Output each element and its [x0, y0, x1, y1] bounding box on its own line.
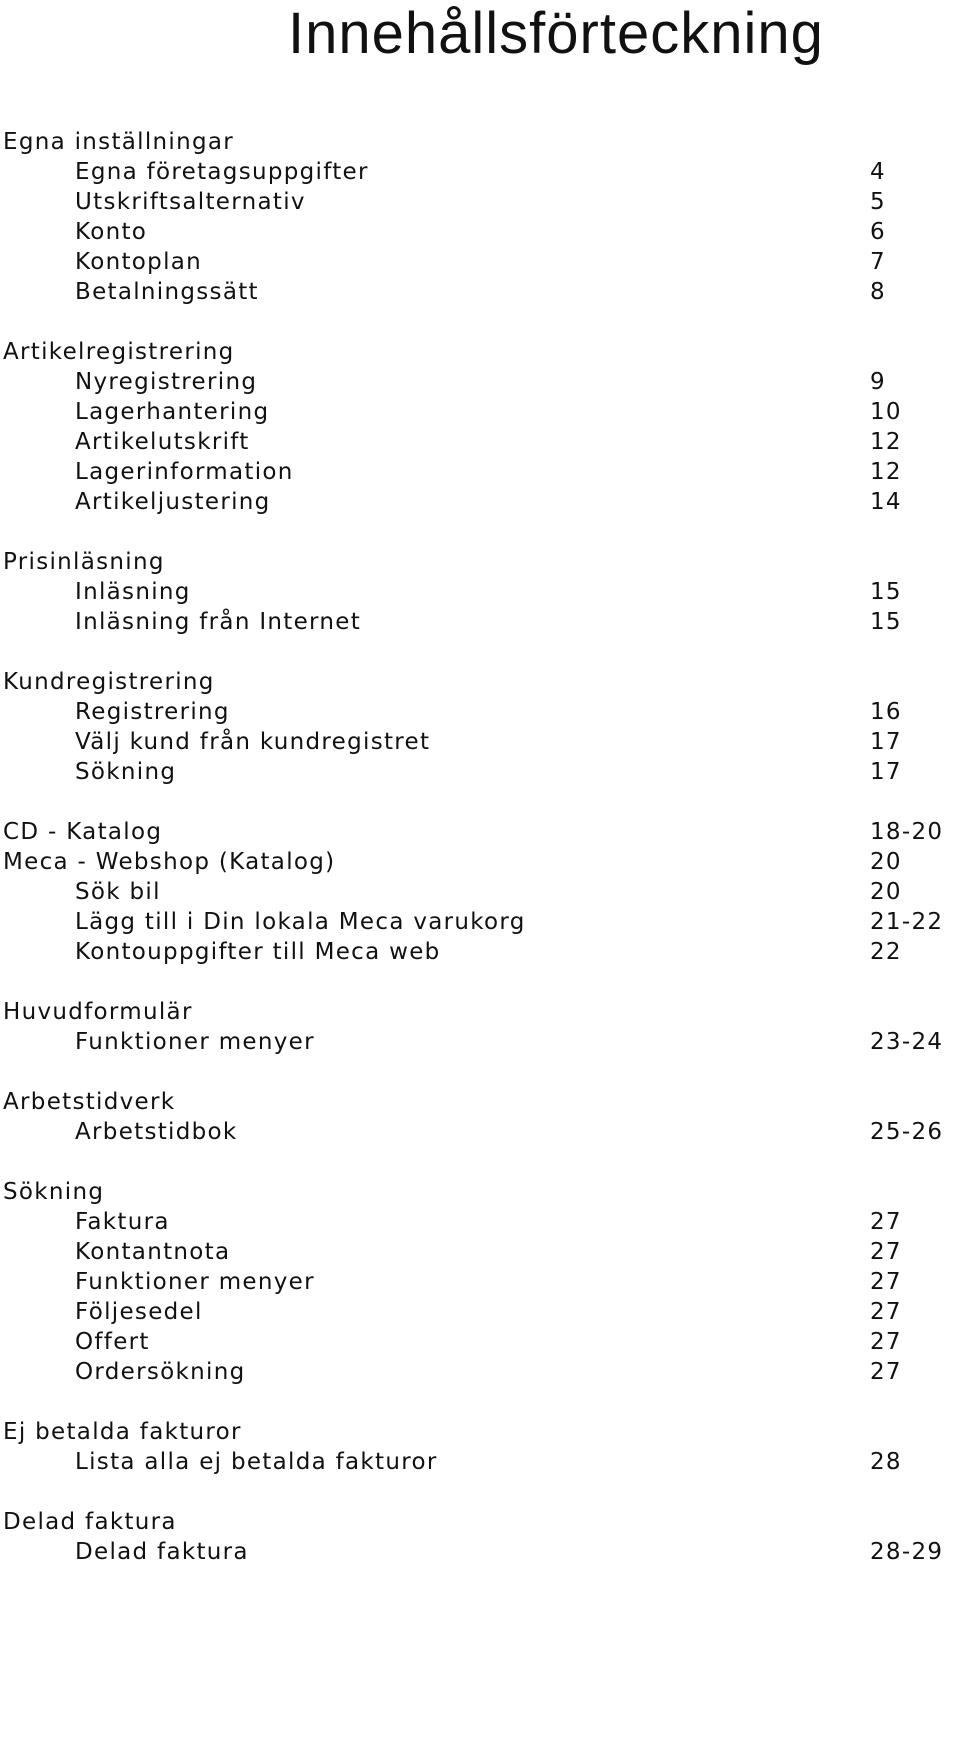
toc-entry-label: Kundregistrering: [3, 669, 215, 695]
toc-page-number: 20: [870, 879, 902, 905]
toc-page-number: 27: [870, 1329, 902, 1355]
toc-page-number: 27: [870, 1239, 902, 1265]
toc-page-number: 20: [870, 849, 902, 875]
toc-item: [3, 1445, 953, 1479]
toc-page-number: 15: [870, 579, 902, 605]
toc-page-number: 12: [870, 459, 902, 485]
toc-entry-label: Offert: [75, 1329, 150, 1355]
toc-entry-label: Lagerhantering: [75, 399, 270, 425]
toc-item: [3, 725, 953, 759]
toc-item: [3, 365, 953, 399]
toc-item: [3, 185, 953, 219]
toc-entry-label: Följesedel: [75, 1299, 203, 1325]
toc-entry-label: Funktioner menyer: [75, 1029, 315, 1055]
toc-page-number: 15: [870, 609, 902, 635]
toc-entry-label: Lägg till i Din lokala Meca varukorg: [75, 909, 526, 935]
toc-page-number: 6: [870, 219, 886, 245]
toc-entry-label: Lista alla ej betalda fakturor: [75, 1449, 438, 1475]
toc-page-number: 18-20: [870, 819, 944, 845]
toc-section: [3, 1415, 953, 1449]
toc-entry-label: Konto: [75, 219, 148, 245]
toc-section: [3, 1175, 953, 1209]
toc-entry-label: Inläsning från Internet: [75, 609, 362, 635]
toc-entry-label: Betalningssätt: [75, 279, 259, 305]
toc-page-number: 27: [870, 1299, 902, 1325]
toc-page-number: 16: [870, 699, 902, 725]
toc-entry-label: Delad faktura: [3, 1509, 177, 1535]
toc-entry-label: Nyregistrering: [75, 369, 258, 395]
toc-entry-label: Egna företagsuppgifter: [75, 159, 369, 185]
toc-page-number: 27: [870, 1209, 902, 1235]
toc-item: [3, 1265, 953, 1299]
toc-page-number: 22: [870, 939, 902, 965]
toc-item: [3, 875, 953, 909]
toc-section: [3, 1505, 953, 1539]
toc-item: [3, 245, 953, 279]
page-title: Innehållsförteckning: [288, 1, 824, 66]
toc-item: [3, 1025, 953, 1059]
toc-page-number: 5: [870, 189, 886, 215]
toc-section: [3, 1085, 953, 1119]
toc-item: [3, 215, 953, 249]
toc-entry-label: Prisinläsning: [3, 549, 165, 575]
toc-page-number: 7: [870, 249, 886, 275]
toc-section: [3, 125, 953, 159]
toc-page-number: 21-22: [870, 909, 944, 935]
toc-entry-label: Kontouppgifter till Meca web: [75, 939, 441, 965]
toc-entry-label: Funktioner menyer: [75, 1269, 315, 1295]
toc-page-number: 23-24: [870, 1029, 944, 1055]
toc-item: [3, 1205, 953, 1239]
toc-page-number: 17: [870, 759, 902, 785]
toc-page-number: 27: [870, 1359, 902, 1385]
toc-entry-label: Inläsning: [75, 579, 191, 605]
toc-item: [3, 1355, 953, 1389]
toc-entry-label: Egna inställningar: [3, 129, 235, 155]
toc-item: [3, 905, 953, 939]
toc-entry-label: Ej betalda fakturor: [3, 1419, 242, 1445]
toc-entry-label: Sökning: [3, 1179, 105, 1205]
toc-item: [3, 605, 953, 639]
toc-section: [3, 815, 953, 849]
toc-entry-label: Huvudformulär: [3, 999, 193, 1025]
toc-entry-label: Utskriftsalternativ: [75, 189, 306, 215]
toc-item: [3, 1535, 953, 1569]
toc-section: [3, 335, 953, 369]
toc-entry-label: Välj kund från kundregistret: [75, 729, 431, 755]
toc-entry-label: Registrering: [75, 699, 230, 725]
toc-page-number: 17: [870, 729, 902, 755]
toc-page-number: 8: [870, 279, 886, 305]
toc-entry-label: Artikeljustering: [75, 489, 271, 515]
toc-entry-label: Sökning: [75, 759, 177, 785]
toc-page-number: 10: [870, 399, 902, 425]
toc-entry-label: Meca - Webshop (Katalog): [3, 849, 336, 875]
toc-entry-label: Arbetstidverk: [3, 1089, 176, 1115]
toc-section: [3, 845, 953, 879]
toc-item: [3, 1115, 953, 1149]
toc-page-number: 12: [870, 429, 902, 455]
toc-entry-label: Ordersökning: [75, 1359, 246, 1385]
toc-page-number: 28: [870, 1449, 902, 1475]
toc-page-number: 4: [870, 159, 886, 185]
toc-item: [3, 1325, 953, 1359]
toc-entry-label: Artikelutskrift: [75, 429, 250, 455]
toc-entry-label: Faktura: [75, 1209, 170, 1235]
toc-page-number: 25-26: [870, 1119, 944, 1145]
toc-item: [3, 425, 953, 459]
toc-section: [3, 545, 953, 579]
toc-entry-label: Lagerinformation: [75, 459, 294, 485]
toc-entry-label: Sök bil: [75, 879, 161, 905]
toc-entry-label: Kontoplan: [75, 249, 203, 275]
toc-section: [3, 665, 953, 699]
toc-section: [3, 995, 953, 1029]
toc-page-number: 28-29: [870, 1539, 944, 1565]
toc-item: [3, 935, 953, 969]
toc-item: [3, 395, 953, 429]
toc-item: [3, 155, 953, 189]
toc-page-number: 9: [870, 369, 886, 395]
toc-item: [3, 695, 953, 729]
toc-item: [3, 485, 953, 519]
toc-entry-label: Artikelregistrering: [3, 339, 235, 365]
toc-page-number: 27: [870, 1269, 902, 1295]
toc-page-number: 14: [870, 489, 902, 515]
toc-item: [3, 1295, 953, 1329]
toc-entry-label: CD - Katalog: [3, 819, 163, 845]
toc-entry-label: Kontantnota: [75, 1239, 231, 1265]
toc-item: [3, 755, 953, 789]
toc-item: [3, 575, 953, 609]
toc-item: [3, 275, 953, 309]
toc-item: [3, 455, 953, 489]
toc-item: [3, 1235, 953, 1269]
toc-entry-label: Delad faktura: [75, 1539, 249, 1565]
toc-entry-label: Arbetstidbok: [75, 1119, 238, 1145]
